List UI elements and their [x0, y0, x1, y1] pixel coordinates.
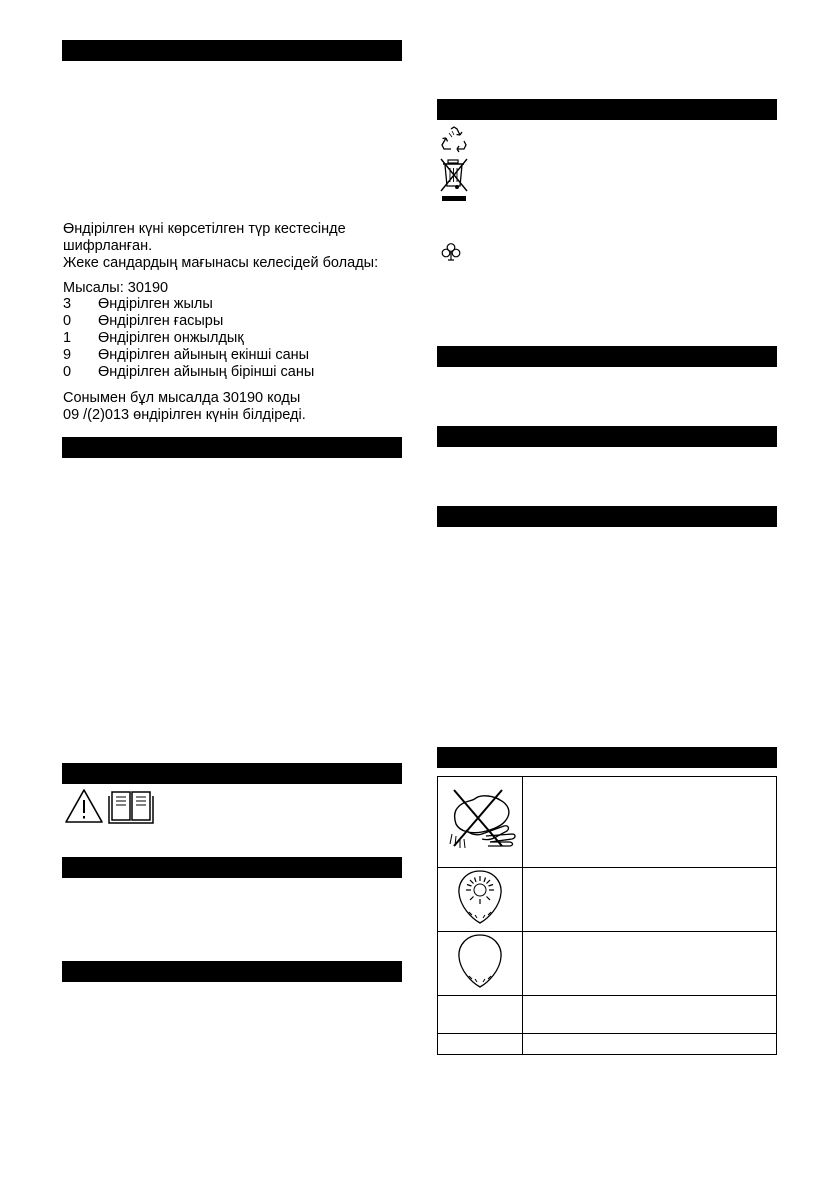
code-digit-row: [63, 364, 393, 381]
production-date-example: Мысалы: 30190: [63, 280, 169, 296]
crossed-out-wheelie-bin-icon: [440, 158, 468, 204]
section-header-bar: [62, 40, 402, 61]
section-header-bar: [62, 961, 402, 982]
code-digit: 3: [63, 296, 72, 312]
code-digit-row: [63, 296, 393, 313]
section-header-bar: [437, 346, 777, 367]
code-digit-row: [63, 347, 393, 364]
section-header-bar: [62, 763, 402, 784]
table-cell-image: [438, 932, 523, 996]
code-digit-meaning: Өндірілген айының бірінші саны: [98, 364, 315, 380]
warning-triangle-icon: [64, 788, 104, 824]
code-digit-meaning: Өндірілген ғасыры: [98, 313, 224, 329]
section-header-bar: [437, 426, 777, 447]
table-cell-description: [523, 1034, 777, 1055]
code-digit: 1: [63, 330, 72, 346]
club-clover-icon: [441, 242, 461, 262]
code-digit-meaning: Өндірілген онжылдық: [98, 330, 244, 346]
code-digit-meaning: Өндірілген айының екінші саны: [98, 347, 310, 363]
table-cell-image: [438, 996, 523, 1034]
table-cell-description: [523, 932, 777, 996]
table-row: [438, 932, 777, 996]
table-row: [438, 777, 777, 868]
brush-table: [437, 776, 777, 1055]
section-header-bar: [437, 99, 777, 120]
open-manual-book-icon: [108, 788, 154, 824]
code-digit-meaning: Өндірілген жылы: [98, 296, 213, 312]
section-header-bar: [437, 506, 777, 527]
code-digit-row: [63, 313, 393, 330]
table-cell-image: [438, 777, 523, 868]
production-date-conclusion-line-2: 09 /(2)013 өндірілген күнін білдіреді.: [63, 407, 306, 423]
section-header-bar: [437, 747, 777, 768]
table-cell-image: [438, 868, 523, 932]
table-cell-description: [523, 777, 777, 868]
table-cell-description: [523, 868, 777, 932]
table-cell-image: [438, 1034, 523, 1055]
table-cell-description: [523, 996, 777, 1034]
code-digit: 9: [63, 347, 72, 363]
production-date-intro-line-1: Өндірілген күні көрсетілген түр кестесінде: [63, 221, 346, 237]
round-brush-holes-icon: [455, 868, 505, 926]
production-date-intro-line-3: Жеке сандардың мағынасы келесідей болады:: [63, 255, 379, 271]
code-digit: 0: [63, 313, 72, 329]
recycle-icon: [440, 125, 468, 153]
table-row: [438, 868, 777, 932]
table-row: [438, 996, 777, 1034]
no-hand-washing-brush-icon: [442, 786, 518, 854]
code-digit: 0: [63, 364, 72, 380]
section-header-bar: [62, 857, 402, 878]
code-digit-row: [63, 330, 393, 347]
production-date-intro-line-2: шифрланған.: [63, 238, 153, 254]
production-date-conclusion-line-1: Сонымен бұл мысалда 30190 коды: [63, 390, 301, 406]
section-header-bar: [62, 437, 402, 458]
smooth-round-brush-icon: [455, 932, 505, 990]
table-row: [438, 1034, 777, 1055]
